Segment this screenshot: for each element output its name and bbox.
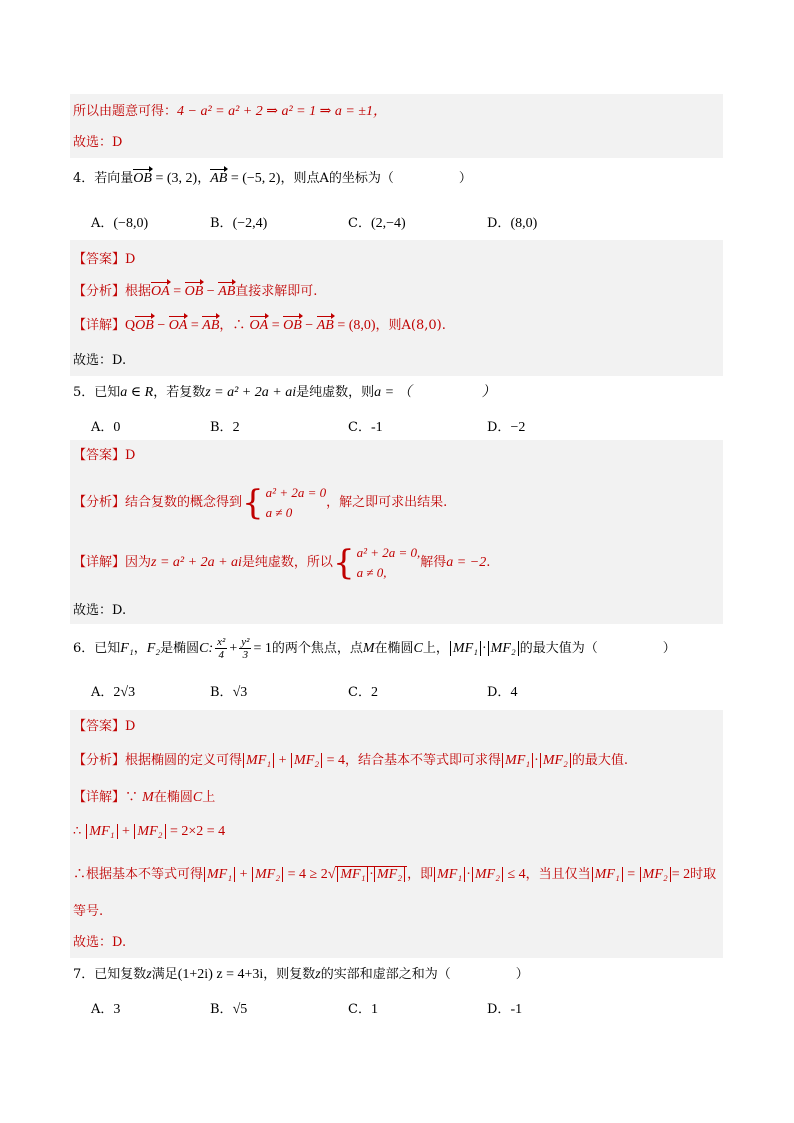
q6-analysis: 【分析】根据椭圆的定义可得 MF₁ + MF₂ = 4，结合基本不等式即可求得 MF₁ · MF₂ 的最大值.: [73, 753, 629, 768]
q6-stem: 6．已知F₁，F₂是椭圆C: $\frac{\text{x²}}{4}$ + $\frac{\text{y²}}{3}$ = 1的两个焦点，点M在椭圆C上， MF₁ · MF₂ 的最大值为（ ）: [73, 636, 676, 661]
q6-option-c: C．2: [348, 685, 378, 700]
q6-option-a: A．2√3: [91, 685, 136, 700]
q7-option-d: D．-1: [487, 1002, 523, 1017]
q7-stem: 7．已知复数z满足(1+2i) z = 4+3i，则复数z的实部和虚部之和为（ ）: [73, 967, 529, 982]
q6-step3: 等号.: [73, 904, 104, 919]
q6-choice: 故选：D.: [73, 935, 127, 950]
prev-solution-line: 所以由题意可得：4 − a² = a² + 2 ⇒ a² = 1 ⇒ a = ±1，: [73, 104, 387, 119]
q5-detail-system: { a² + 2a = 0, a ≠ 0,: [332, 542, 421, 583]
q7-option-a: A．3: [91, 1002, 121, 1017]
q4-stem: 4．若向量OB = (3, 2)，AB = (−5, 2)，则点A的坐标为（ ）: [73, 171, 472, 186]
q5-option-d: D．−2: [487, 420, 526, 435]
q5-choice: 故选：D.: [73, 603, 127, 618]
q6-option-b: B．√3: [210, 685, 248, 700]
q5-option-b: B．2: [210, 420, 240, 435]
q6-option-d: D．4: [487, 685, 518, 700]
q4-option-c: C．(2,−4): [348, 216, 406, 231]
q5-option-c: C．-1: [348, 420, 383, 435]
q5-solution-block: [70, 440, 723, 624]
q4-detail: 【详解】QOB − OA = AB，∴ OA = OB − AB = (8,0)，则A(8,0).: [73, 318, 446, 333]
q4-option-b: B．(−2,4): [210, 216, 268, 231]
q6-step1: ∴ MF₁ + MF₂ = 2×2 = 4: [73, 824, 226, 839]
q5-option-a: A．0: [91, 420, 121, 435]
prev-choice: 故选：D: [73, 135, 123, 150]
q6-detail: 【详解】∵ M在椭圆C上: [73, 790, 216, 805]
q4-option-d: D．(8,0): [487, 216, 538, 231]
q4-choice: 故选：D.: [73, 353, 127, 368]
q7-option-c: C．1: [348, 1002, 378, 1017]
q6-step2: ∴根据基本不等式可得 MF₁ + MF₂ = 4 ≥ 2√ MF₁ · MF₂ ，即 MF₁ · MF₂ ≤ 4，当且仅当 MF₁ = MF₂ = 2时取: [73, 867, 717, 882]
q5-detail: 【详解】因为z = a² + 2a + ai是纯虚数，所以 { a² + 2a = 0, a ≠ 0, 解得a = −2.: [73, 542, 491, 583]
q6-answer: 【答案】D: [73, 719, 136, 734]
q5-answer: 【答案】D: [73, 448, 136, 463]
q4-solution-block: [70, 240, 723, 376]
q5-analysis-system: { a² + 2a = 0 a ≠ 0: [242, 482, 327, 523]
q4-answer: 【答案】D: [73, 252, 136, 267]
q4-analysis: 【分析】根据OA = OB − AB直接求解即可.: [73, 284, 318, 299]
q5-analysis: 【分析】结合复数的概念得到 { a² + 2a = 0 a ≠ 0 ，解之即可求出结果.: [73, 482, 448, 523]
q4-option-a: A．(−8,0): [91, 216, 149, 231]
q5-stem: 5．已知a ∈ R，若复数z = a² + 2a + ai是纯虚数，则a = （ ）: [73, 385, 496, 400]
q7-option-b: B．√5: [210, 1002, 248, 1017]
